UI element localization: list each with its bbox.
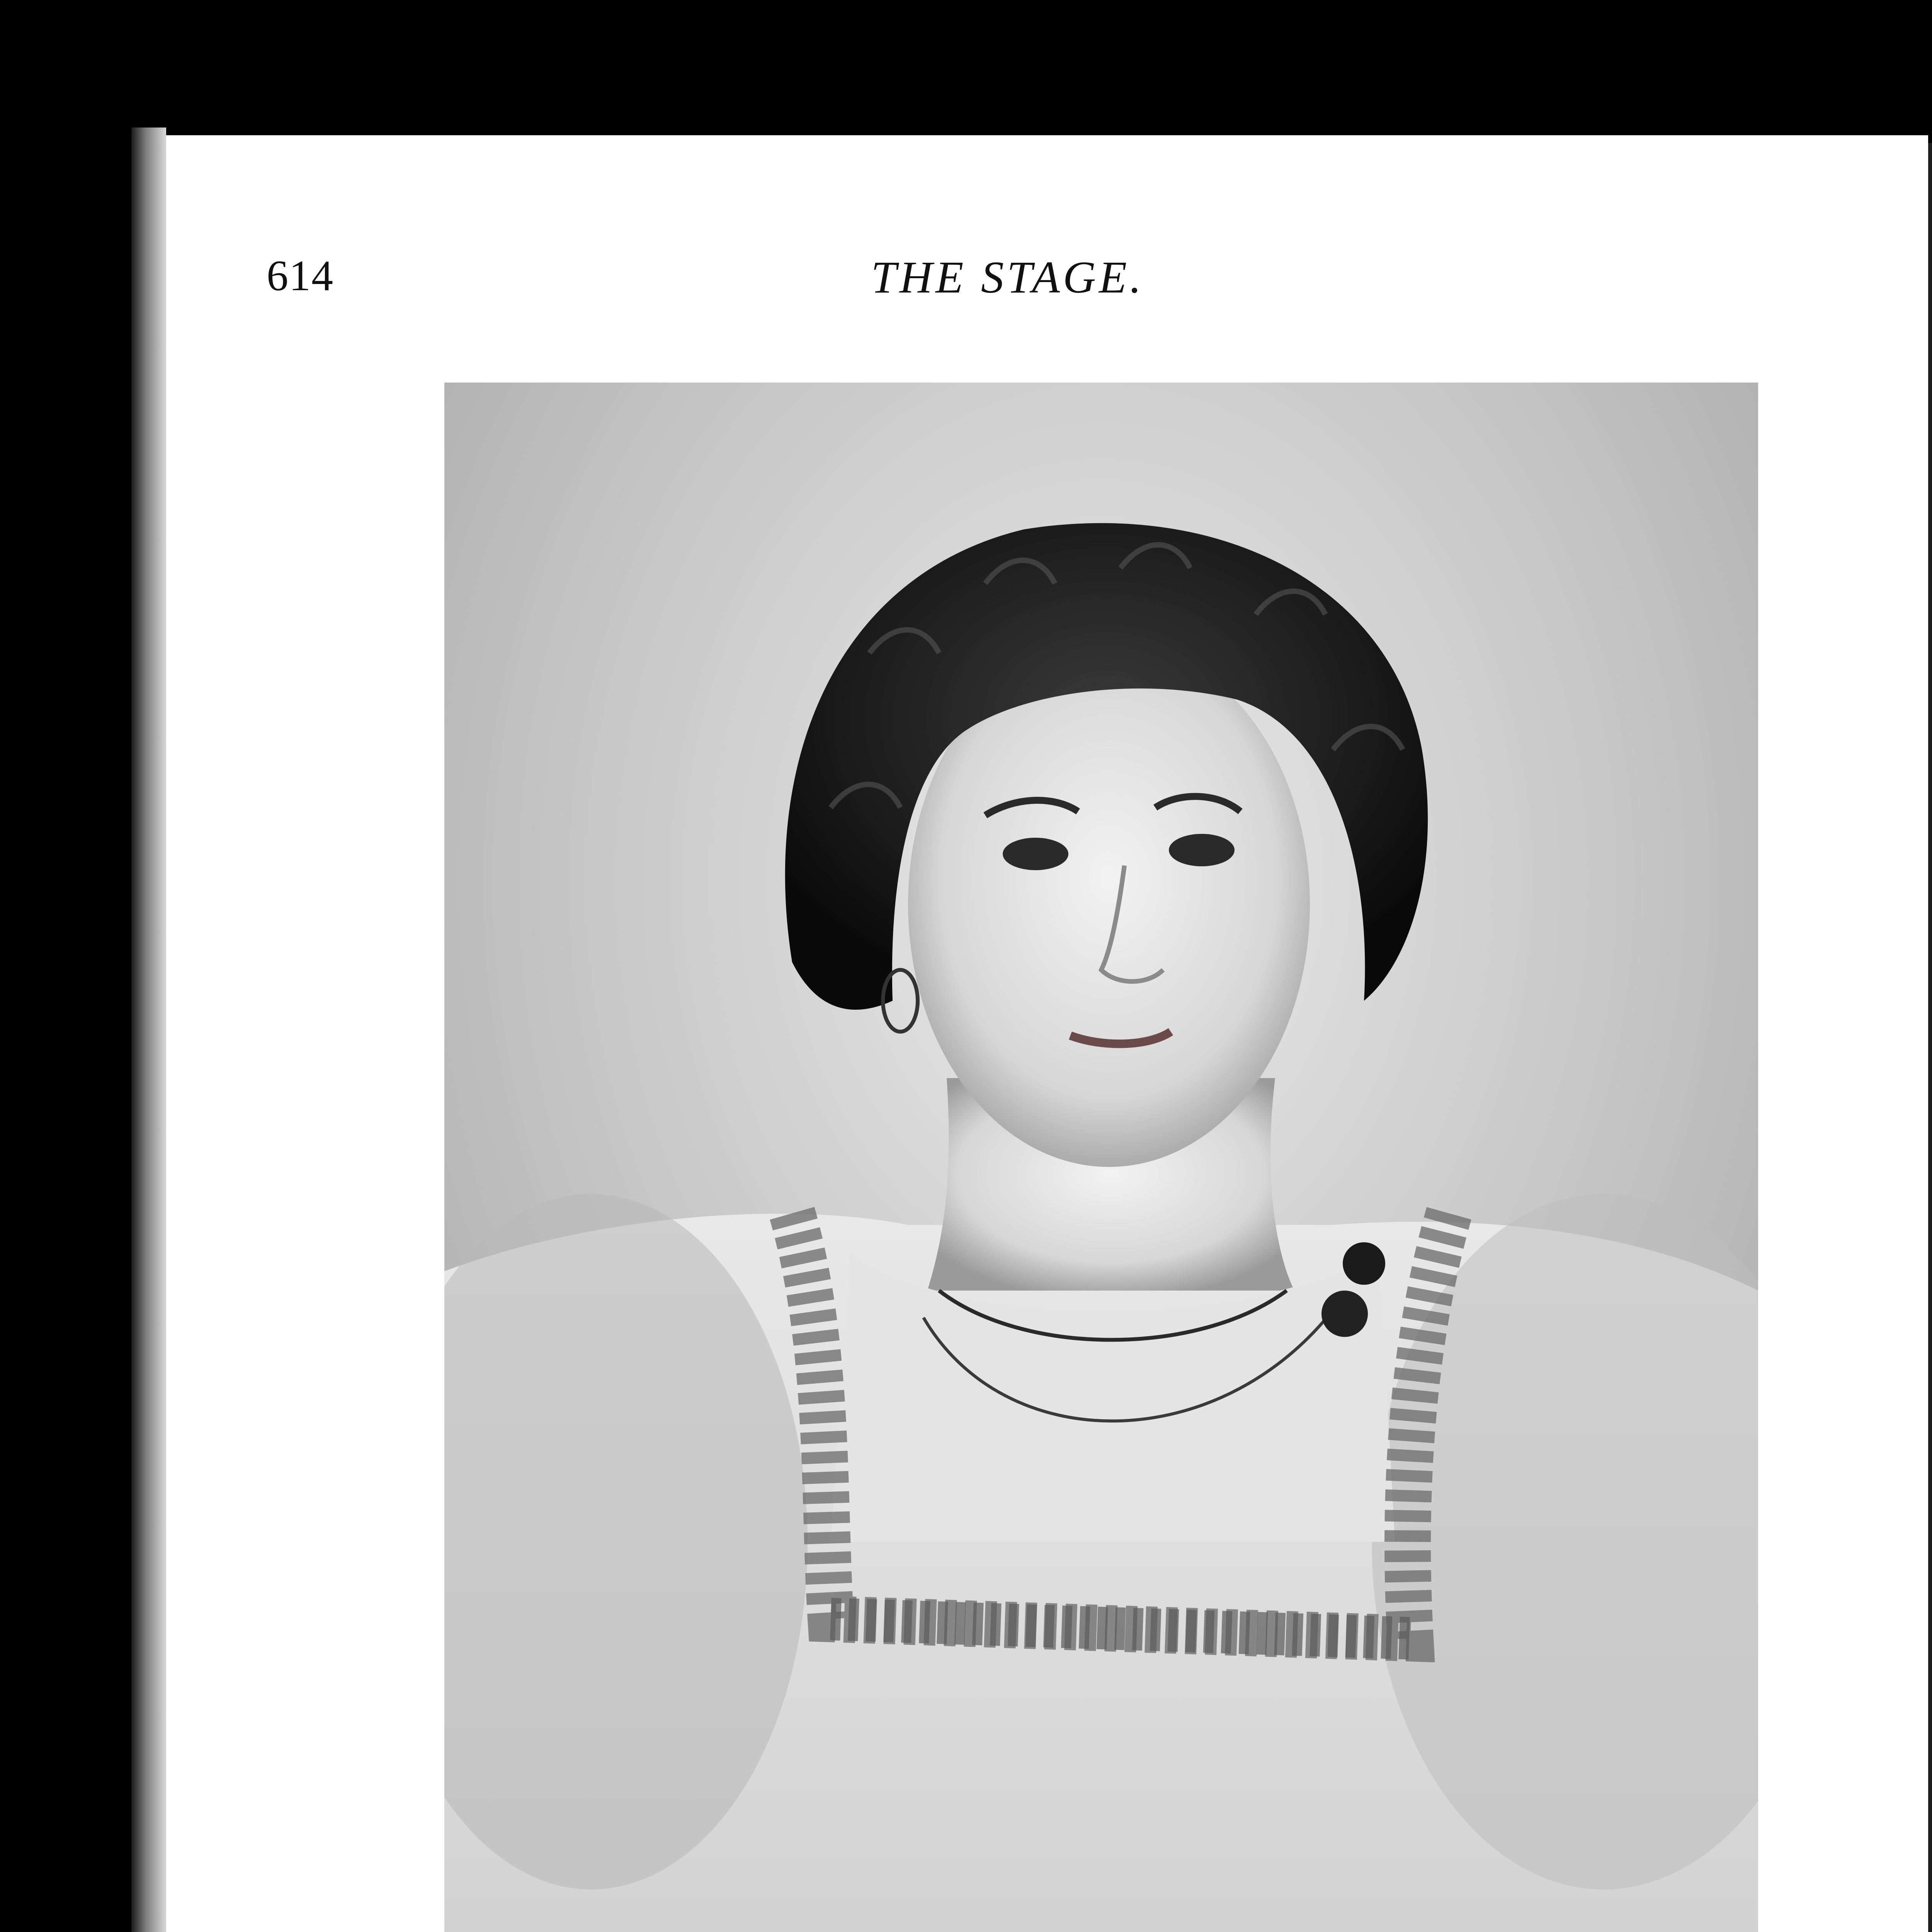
page-left-edge [131, 128, 166, 1932]
page-number: 614 [267, 252, 334, 300]
running-title: THE STAGE. [871, 252, 1145, 303]
page-right-edge [1928, 143, 1932, 1932]
portrait-photograph [444, 383, 1758, 1932]
